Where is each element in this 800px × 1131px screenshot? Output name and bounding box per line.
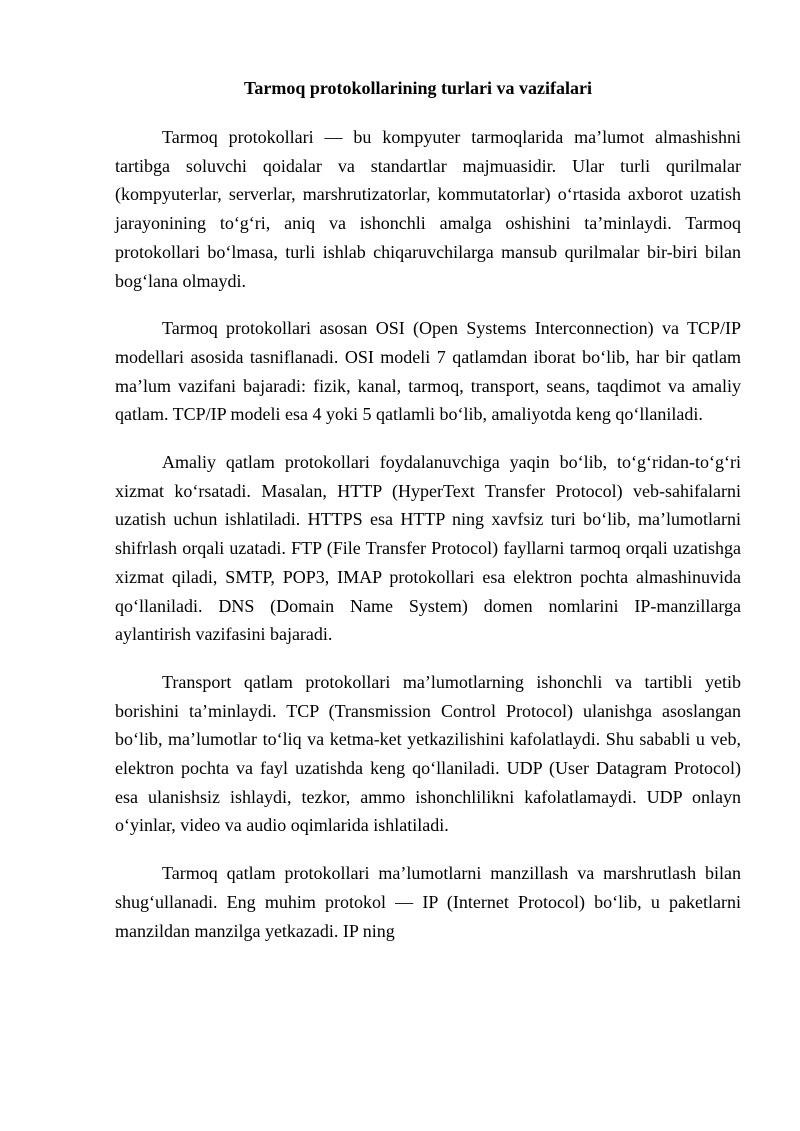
paragraph-transport-layer: Transport qatlam protokollari ma’lumotlarning ishonchli va tartibli yetib borishini ta’minlaydi. TCP (Transmission Control Protocol) ulanishga asoslangan bo‘lib, ma’lumotlar to‘liq va ketma-ket yetkazilishini kafolatlaydi. Shu sababli u veb, elektron pochta va fayl uzatishda keng qo‘llaniladi. UDP (User Datagram Protocol) esa ulanishsiz ishlaydi, tezkor, ammo ishonchlilikni kafolatlamaydi. UDP onlayn o‘yinlar, video va audio oqimlarida ishlatiladi. <box>115 671 741 836</box>
document-title: Tarmoq protokollarining turlari va vazifalari <box>244 78 593 98</box>
paragraph-network-layer: Tarmoq qatlam protokollari ma’lumotlarni manzillash va marshrutlash bilan shug‘ullanadi. Eng muhim protokol — IP (Internet Protocol) bo‘lib, u paketlarni manzildan manzilga yetkazadi. IP ning <box>115 863 741 941</box>
paragraph-models: Tarmoq protokollari asosan OSI (Open Systems Interconnection) va TCP/IP modellari asosida tasniflanadi. OSI modeli 7 qatlamdan iborat bo‘lib, har bir qatlam ma’lum vazifani bajaradi: fizik, kanal, tarmoq, transport, seans, taqdimot va amaliy qatlam. TCP/IP modeli esa 4 yoki 5 qatlamli bo‘lib, amaliyotda keng qo‘llaniladi. <box>115 318 741 425</box>
document-body <box>115 123 741 964</box>
paragraph-application-layer: Amaliy qatlam protokollari foydalanuvchiga yaqin bo‘lib, to‘g‘ridan-to‘g‘ri xizmat ko‘rsatadi. Masalan, HTTP (HyperText Transfer Protocol) veb-sahifalarni uzatish uchun ishlatiladi. HTTPS esa HTTP ning xavfsiz turi bo‘lib, ma’lumotlarni shifrlash orqali uzatadi. FTP (File Transfer Protocol) fayllarni tarmoq orqali uzatishga xizmat qiladi, SMTP, POP3, IMAP protokollari esa elektron pochta almashinuvida qo‘llaniladi. DNS (Domain Name System) domen nomlarini IP-manzillarga aylantirish vazifasini bajaradi. <box>115 452 741 645</box>
paragraph-intro: Tarmoq protokollari — bu kompyuter tarmoqlarida ma’lumot almashishni tartibga soluvchi qoidalar va standartlar majmuasidir. Ular turli qurilmalar (kompyuterlar, serverlar, marshrutizatorlar, kommutatorlar) o‘rtasida axborot uzatish jarayonining to‘g‘ri, aniq va ishonchli amalga oshishini ta’minlaydi. Tarmoq protokollari bo‘lmasa, turli ishlab chiqaruvchilarga mansub qurilmalar bir-biri bilan bog‘lana olmaydi. <box>115 127 741 291</box>
